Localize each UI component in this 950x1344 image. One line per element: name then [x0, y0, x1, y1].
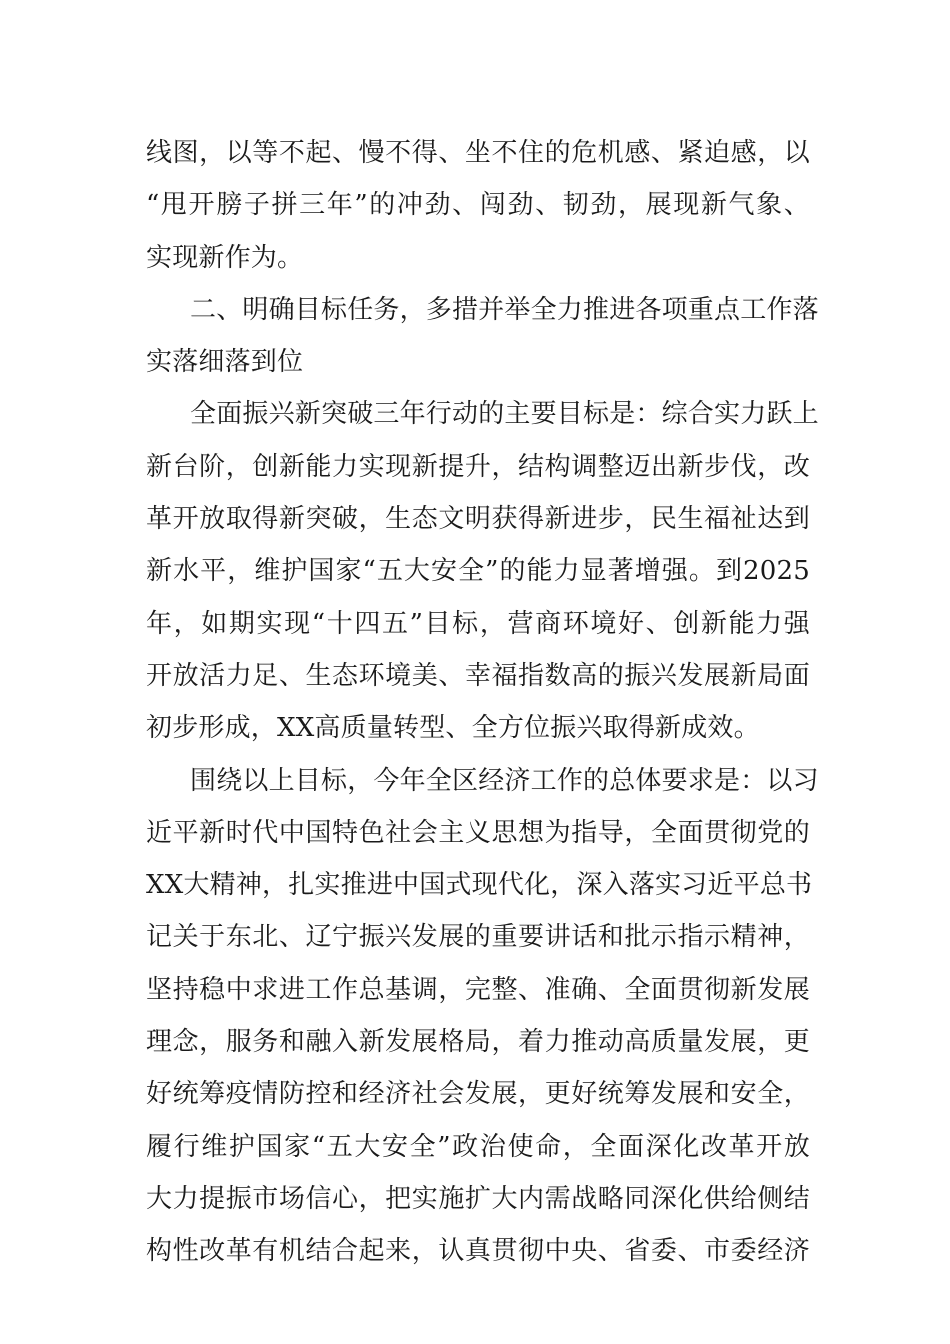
paragraph-line: 新水平，维护国家“五大安全”的能力显著增强。到2025: [146, 556, 810, 587]
paragraph-line: 履行维护国家“五大安全”政治使命，全面深化改革开放: [146, 1131, 810, 1162]
paragraph-line: 初步形成，XX高质量转型、全方位振兴取得新成效。: [146, 713, 760, 744]
paragraph-line: 新台阶，创新能力实现新提升，结构调整迈出新步伐，改: [146, 451, 810, 482]
paragraph-line: 构性改革有机结合起来，认真贯彻中央、省委、市委经济: [146, 1236, 810, 1267]
paragraph-line: XX大精神，扎实推进中国式现代化，深入落实习近平总书: [146, 870, 813, 901]
paragraph-line: “甩开膀子拼三年”的冲劲、闯劲、韧劲，展现新气象、: [146, 190, 810, 221]
paragraph-line: 近平新时代中国特色社会主义思想为指导，全面贯彻党的: [146, 817, 810, 848]
paragraph-first-line: 围绕以上目标，今年全区经济工作的总体要求是：以习: [190, 765, 819, 796]
paragraph-line: 坚持稳中求进工作总基调，完整、准确、全面贯彻新发展: [146, 974, 810, 1005]
paragraph-line: 记关于东北、辽宁振兴发展的重要讲话和批示指示精神，: [146, 922, 810, 953]
paragraph-line: 好统筹疫情防控和经济社会发展，更好统筹发展和安全，: [146, 1079, 810, 1110]
paragraph-line: 实落细落到位: [146, 347, 304, 378]
paragraph-line: 实现新作为。: [146, 242, 304, 273]
paragraph-first-line: 二、明确目标任务，多措并举全力推进各项重点工作落: [190, 294, 819, 325]
paragraph-line: 革开放取得新突破，生态文明获得新进步，民生福祉达到: [146, 504, 810, 535]
document-body: [146, 127, 819, 1278]
paragraph-line: 大力提振市场信心，把实施扩大内需战略同深化供给侧结: [146, 1183, 810, 1214]
paragraph-first-line: 全面振兴新突破三年行动的主要目标是：综合实力跃上: [190, 399, 819, 430]
paragraph-line: 开放活力足、生态环境美、幸福指数高的振兴发展新局面: [146, 660, 810, 691]
paragraph-line: 线图，以等不起、慢不得、坐不住的危机感、紧迫感，以: [146, 138, 810, 168]
paragraph-line: 年，如期实现“十四五”目标，营商环境好、创新能力强: [146, 608, 810, 639]
paragraph-line: 理念，服务和融入新发展格局，着力推动高质量发展，更: [146, 1027, 810, 1058]
